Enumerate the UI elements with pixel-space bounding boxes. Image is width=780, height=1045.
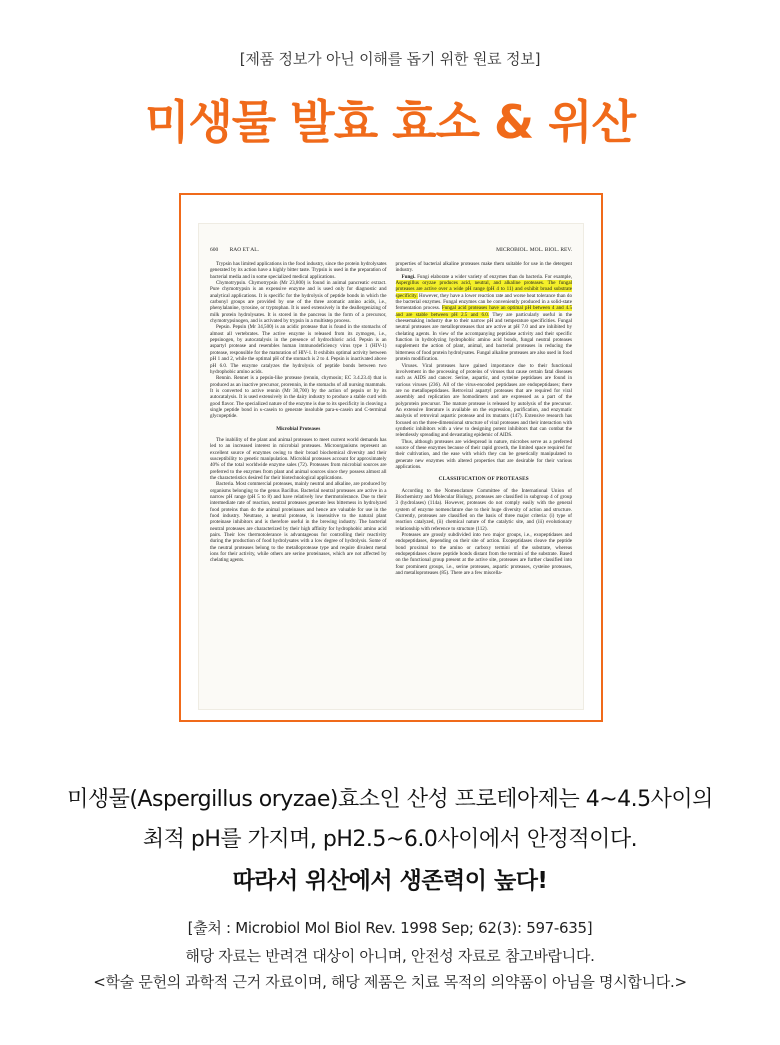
paragraph: Trypsin has limited applications in the food industry, since the protein hydrolysates generated by its action have a highly bitter taste. Trypsin is used in the preparation of bacterial media and in some specialized medical applications.: [210, 261, 387, 280]
paper-left-column: [210, 261, 387, 577]
paragraph: Proteases are grossly subdivided into two major groups, i.e., exopeptidases and endopeptidases, depending on their site of action. Exopeptidases cleave the peptide bond proximal to the amino or carboxy termini of the substrate, whereas endopeptidases cleave peptide bonds distant from the termini of the substrate. Based on the functional group present at the active site, proteases are further classified into four prominent groups, i.e., serine proteases, aspartic proteases, cysteine proteases, and metalloproteases (85). There are a few miscella-: [395, 532, 572, 577]
fungi-lead: Fungi.: [401, 273, 416, 280]
section-heading-classification: CLASSIFICATION OF PROTEASES: [438, 476, 529, 483]
highlight-acid-protease-range: Aspergillus oryzae produces acid, neutral, and alkaline proteases. The fungal proteases are active over a wide pH range (pH 4 to 11) and exhibit broad substrate specificity.: [395, 280, 572, 299]
paper-page-scan: [198, 223, 584, 710]
highlight-optimal-ph: Fungal acid proteases have an optimal pH between 4 and 4.5 and are stable between pH 2.5 and 6.0.: [395, 305, 572, 318]
fungi-text-b: However, they have a lower reaction rate and worse heat tolerance than do the bacterial enzymes. Fungal enzymes can be conveniently produced in a solid-state fermentation process.: [395, 292, 572, 312]
paper-excerpt-frame: [179, 193, 603, 722]
section-heading-microbial: Microbial Proteases: [276, 425, 321, 432]
headline-title: 미생물 발효 효소 & 위산: [144, 95, 636, 149]
paragraph: According to the Nomenclature Committee of the International Union of Biochemistry and Molecular Biology, proteases are classified in subgroup 4 of group 3 (hydrolases) (114a). However, proteases do not comply easily with the general system of enzyme nomenclature due to their huge diversity of action and structure. Currently, proteases are classified on the basis of three major criteria: (i) type of reaction catalyzed, (ii) chemical nature of the catalytic site, and (iii) evolutionary relationship with reference to structure (112).: [395, 487, 572, 532]
paragraph: Bacteria. Most commercial proteases, mainly neutral and alkaline, are produced by organisms belonging to the genus Bacillus. Bacterial neutral proteases are active in a narrow pH range (pH 5 to 8) and have relatively low thermotolerance. Due to their intermediate rate of reaction, neutral proteases generate less bitterness in hydrolyzed food proteins than do the animal proteinases and hence are valuable for use in the food industry. Neutrase, a neutral protease, is insensitive to the natural plant proteinase inhibitors and is therefore useful in the brewing industry. The bacterial neutral proteases are characterized by their high affinity for hydrophobic amino acid pairs. Their low thermotolerance is advantageous for controlling their reactivity during the production of food hydrolysates with a low degree of hydrolysis. Some of the neutral proteases belong to the metalloprotease type and require divalent metal ions for their activity, while others are serine proteinases, which are not affected by chelating agents.: [210, 481, 387, 564]
running-head: [210, 247, 572, 253]
paragraph: The inability of the plant and animal proteases to meet current world demands has led to an increased interest in microbial proteases. Microorganisms represent an excellent source of enzymes owing to their broad biochemical diversity and their susceptibility to genetic manipulation. Microbial proteases account for approximately 40% of the total worldwide enzyme sales (72). Proteases from microbial sources are preferred to the enzymes from plant and animal sources since they possess almost all the characteristics desired for their biotechnological applications.: [210, 436, 387, 481]
fungi-paragraph: [396, 274, 573, 363]
paragraph: Thus, although proteases are widespread in nature, microbes serve as a preferred source of these enzymes because of their rapid growth, the limited space required for their cultivation, and the ease with which they can be genetically manipulated to generate new enzymes with altered properties that are desirable for their various applications.: [395, 438, 572, 470]
paper-right-column: [396, 261, 573, 577]
paragraph: Pepsin. Pepsin (Mr 34,500) is an acidic protease that is found in the stomachs of almost all vertebrates. The active enzyme is released from its zymogen, i.e., pepsinogen, by autocatalysis in the presence of hydrochloric acid. Pepsin is an aspartyl protease and resembles human immunodeficiency virus type 1 (HIV-1) protease, responsible for the maturation of HIV-1. It exhibits optimal activity between pH 1 and 2, while the optimal pH of the stomach is 2 to 4. Pepsin is inactivated above pH 6.0. The enzyme catalyzes the hydrolysis of peptide bonds between two hydrophobic amino acids.: [210, 324, 387, 375]
disclaimer-2: <학술 문헌의 과학적 근거 자료이며, 해당 제품은 치료 목적의 의약품이 아님을 명시합니다.>: [93, 973, 687, 991]
paragraph: Viruses. Viral proteases have gained importance due to their functional involvement in the processing of proteins of viruses that cause certain fatal diseases such as AIDS and cancer. Serine, aspartic, and cysteine peptidases are found in various viruses (236). All of the virus-encoded peptidases are endopeptidases; there are no metallopeptidases. Retroviral aspartyl proteases that are required for viral assembly and replication are homodimers and are expressed as a part of the polyprotein precursor. The mature protease is released by autolysis of the precursor. An extensive literature is available on the expression, purification, and enzymatic analysis of retroviral aspartic protease and its mutants (147). Extensive research has focused on the three-dimensional structure of viral proteases and their interaction with synthetic inhibitors with a view to designing potent inhibitors that can combat the relentlessly spreading and devastating epidemic of AIDS.: [395, 362, 572, 439]
fungi-text-a: Fungi elaborate a wider variety of enzymes than do bacteria. For example,: [415, 273, 572, 280]
paragraph: Rennin. Rennet is a pepsin-like protease (rennin, chymosin; EC 3.4.23.4) that is produced as an inactive precursor, prorennin, in the stomachs of all nursing mammals. It is converted to active rennin (Mr 30,700) by the action of pepsin or by its autocatalysis. It is used extensively in the dairy industry to produce a stable curd with good flavor. The specialized nature of the enzyme is due to its specificity in cleaving a single peptide bond in κ-casein to generate insoluble para-κ-casein and C-terminal glycopeptide.: [210, 375, 387, 420]
disclaimer-1: 해당 자료는 반려견 대상이 아니며, 안전성 자료로 참고바랍니다.: [185, 947, 595, 965]
paper-author: RAO ET AL.: [229, 247, 260, 253]
paragraph: properties of bacterial alkaline proteases make them suitable for use in the detergent industry.: [395, 261, 572, 274]
notice-text: [제품 정보가 아닌 이해를 돕기 위한 원료 정보]: [239, 50, 541, 68]
journal-name: MICROBIOL. MOL. BIOL. REV.: [496, 247, 572, 253]
paragraph: Chymotrypsin. Chymotrypsin (Mr 23,800) is found in animal pancreatic extract. Pure chymotrypsin is an expensive enzyme and is used only for diagnostic and analytical applications. It is specific for the hydrolysis of peptide bonds in which the carbonyl groups are provided by one of the three aromatic amino acids, i.e., phenylalanine, tyrosine, or tryptophan. It is used extensively in the deallergenizing of milk protein hydrolysates. It is stored in the pancreas in the form of a precursor, chymotrypsinogen, and is activated by trypsin in a multistep process.: [210, 280, 387, 325]
summary-line-2: 최적 pH를 가지며, pH2.5~6.0사이에서 안정적이다.: [142, 827, 638, 852]
source-citation: [출처 : Microbiol Mol Biol Rev. 1998 Sep; 62(3): 597-635]: [187, 919, 593, 937]
fungi-text-c: They are particularly useful in the cheesemaking industry due to their narrow pH and temperature specificities. Fungal neutral proteases are metalloproteases that are active at pH 7.0 and are inhibited by chelating agents. In view of the accompanying peptidase activity and their specific function in hydrolyzing hydrophobic amino acid bonds, fungal neutral proteases supplement the action of plant, animal, and bacterial proteases in reducing the bitterness of food protein hydrolysates. Fungal alkaline proteases are also used in food protein modification.: [395, 311, 572, 363]
summary-conclusion: 따라서 위산에서 생존력이 높다!: [232, 868, 548, 894]
summary-line-1: 미생물(Aspergillus oryzae)효소인 산성 프로테아제는 4~4.5사이의: [67, 787, 713, 812]
page-number: 600: [210, 247, 219, 253]
